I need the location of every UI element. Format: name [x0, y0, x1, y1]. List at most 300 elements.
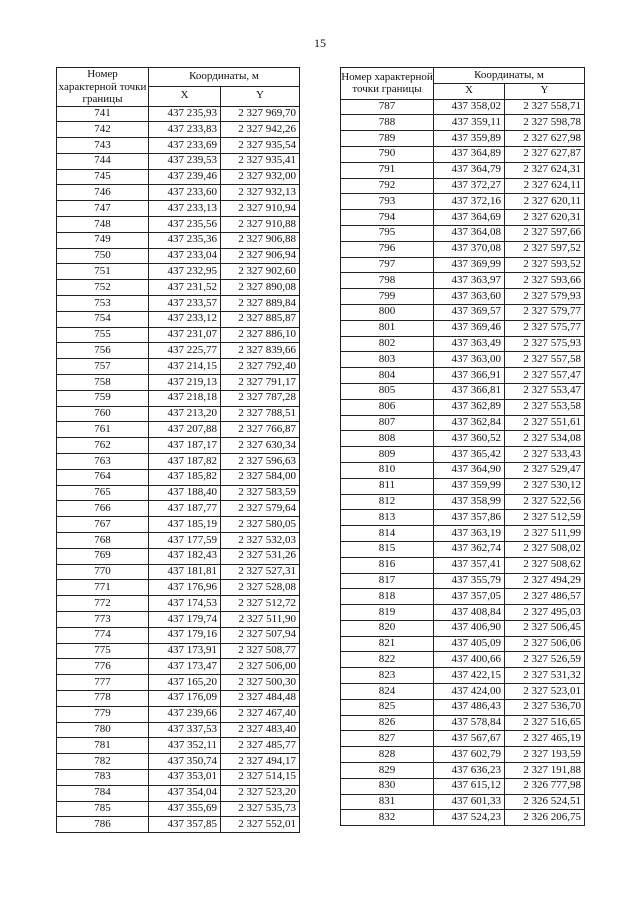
x-coordinate-cell: 437 359,11 [434, 115, 505, 131]
point-number-cell: 757 [57, 359, 149, 375]
y-coordinate-cell: 2 327 620,11 [505, 194, 585, 210]
point-number-cell: 779 [57, 706, 149, 722]
point-number-cell: 832 [341, 810, 434, 826]
point-number-cell: 792 [341, 178, 434, 194]
y-coordinate-cell: 2 327 889,84 [221, 296, 300, 312]
y-coordinate-cell: 2 327 533,43 [505, 447, 585, 463]
y-coordinate-cell: 2 327 557,47 [505, 368, 585, 384]
table-row [341, 778, 585, 794]
table-row [341, 115, 585, 131]
point-number-cell: 748 [57, 217, 149, 233]
table-row [341, 462, 585, 478]
point-number-cell: 830 [341, 778, 434, 794]
x-coordinate-cell: 437 362,84 [434, 415, 505, 431]
x-coordinate-cell: 437 408,84 [434, 605, 505, 621]
table-row [341, 399, 585, 415]
y-coordinate-cell: 2 327 575,93 [505, 336, 585, 352]
y-coordinate-cell: 2 327 512,59 [505, 510, 585, 526]
x-coordinate-cell: 437 185,19 [149, 517, 221, 533]
point-number-cell: 741 [57, 106, 149, 122]
y-coordinate-cell: 2 327 506,06 [505, 636, 585, 652]
y-coordinate-cell: 2 327 484,48 [221, 690, 300, 706]
point-number-cell: 822 [341, 652, 434, 668]
table-body [341, 99, 585, 826]
table-row [341, 178, 585, 194]
x-coordinate-cell: 437 219,13 [149, 375, 221, 391]
table-row [341, 146, 585, 162]
table-row [57, 296, 300, 312]
point-number-cell: 824 [341, 684, 434, 700]
x-coordinate-cell: 437 636,23 [434, 763, 505, 779]
point-number-cell: 814 [341, 526, 434, 542]
point-number-header: Номер характерной точки границы [57, 68, 149, 107]
table-row [57, 564, 300, 580]
point-number-cell: 756 [57, 343, 149, 359]
x-coordinate-cell: 437 615,12 [434, 778, 505, 794]
x-coordinate-cell: 437 486,43 [434, 699, 505, 715]
point-number-cell: 751 [57, 264, 149, 280]
table-row [341, 541, 585, 557]
point-number-cell: 798 [341, 273, 434, 289]
y-column-header: Y [221, 87, 300, 106]
point-number-cell: 781 [57, 738, 149, 754]
point-number-cell: 772 [57, 596, 149, 612]
table-row [341, 510, 585, 526]
y-coordinate-cell: 2 327 494,17 [221, 754, 300, 770]
x-coordinate-cell: 437 370,08 [434, 241, 505, 257]
x-coordinate-cell: 437 360,52 [434, 431, 505, 447]
x-coordinate-cell: 437 239,46 [149, 169, 221, 185]
y-coordinate-cell: 2 327 839,66 [221, 343, 300, 359]
point-number-cell: 813 [341, 510, 434, 526]
table-row [341, 605, 585, 621]
table-row [57, 375, 300, 391]
point-number-cell: 761 [57, 422, 149, 438]
y-coordinate-cell: 2 327 529,47 [505, 462, 585, 478]
y-coordinate-cell: 2 326 777,98 [505, 778, 585, 794]
x-coordinate-cell: 437 337,53 [149, 722, 221, 738]
point-number-cell: 766 [57, 501, 149, 517]
point-number-cell: 763 [57, 454, 149, 470]
x-coordinate-cell: 437 369,46 [434, 320, 505, 336]
y-coordinate-cell: 2 327 536,70 [505, 699, 585, 715]
x-coordinate-cell: 437 366,91 [434, 368, 505, 384]
table-row [341, 794, 585, 810]
table-row [341, 210, 585, 226]
y-coordinate-cell: 2 327 557,58 [505, 352, 585, 368]
table-row [57, 138, 300, 154]
y-coordinate-cell: 2 327 507,94 [221, 627, 300, 643]
point-number-cell: 765 [57, 485, 149, 501]
y-coordinate-cell: 2 327 467,40 [221, 706, 300, 722]
table-row [57, 280, 300, 296]
x-coordinate-cell: 437 424,00 [434, 684, 505, 700]
x-coordinate-cell: 437 187,77 [149, 501, 221, 517]
point-number-cell: 786 [57, 817, 149, 833]
table-row [57, 185, 300, 201]
table-row [57, 501, 300, 517]
x-coordinate-cell: 437 364,08 [434, 225, 505, 241]
x-coordinate-cell: 437 363,60 [434, 289, 505, 305]
table-row [341, 289, 585, 305]
x-coordinate-cell: 437 362,89 [434, 399, 505, 415]
y-coordinate-cell: 2 327 522,56 [505, 494, 585, 510]
table-row [57, 469, 300, 485]
point-number-cell: 802 [341, 336, 434, 352]
table-row [341, 699, 585, 715]
y-coordinate-cell: 2 327 534,08 [505, 431, 585, 447]
y-coordinate-cell: 2 327 528,08 [221, 580, 300, 596]
table-row [341, 589, 585, 605]
table-row [341, 763, 585, 779]
y-coordinate-cell: 2 327 514,15 [221, 769, 300, 785]
table-row [341, 447, 585, 463]
point-number-cell: 760 [57, 406, 149, 422]
y-coordinate-cell: 2 327 531,32 [505, 668, 585, 684]
table-row [57, 769, 300, 785]
point-number-cell: 768 [57, 533, 149, 549]
x-coordinate-cell: 437 232,95 [149, 264, 221, 280]
coordinates-table-left [56, 67, 300, 833]
point-number-cell: 764 [57, 469, 149, 485]
x-coordinate-cell: 437 567,67 [434, 731, 505, 747]
table-row [57, 612, 300, 628]
y-coordinate-cell: 2 327 624,11 [505, 178, 585, 194]
x-coordinate-cell: 437 357,86 [434, 510, 505, 526]
point-number-header: Номер характерной точки границы [341, 68, 434, 100]
point-number-cell: 752 [57, 280, 149, 296]
table-row [341, 336, 585, 352]
y-coordinate-cell: 2 327 584,00 [221, 469, 300, 485]
x-coordinate-cell: 437 359,99 [434, 478, 505, 494]
y-coordinate-cell: 2 327 932,13 [221, 185, 300, 201]
x-coordinate-cell: 437 354,04 [149, 785, 221, 801]
x-coordinate-cell: 437 218,18 [149, 390, 221, 406]
x-coordinate-cell: 437 364,89 [434, 146, 505, 162]
point-number-cell: 820 [341, 620, 434, 636]
point-number-cell: 754 [57, 311, 149, 327]
point-number-cell: 812 [341, 494, 434, 510]
point-number-cell: 808 [341, 431, 434, 447]
x-coordinate-cell: 437 363,97 [434, 273, 505, 289]
point-number-cell: 743 [57, 138, 149, 154]
y-coordinate-cell: 2 327 902,60 [221, 264, 300, 280]
x-coordinate-cell: 437 187,17 [149, 438, 221, 454]
point-number-cell: 745 [57, 169, 149, 185]
point-number-cell: 778 [57, 690, 149, 706]
x-coordinate-cell: 437 188,40 [149, 485, 221, 501]
table-row [57, 438, 300, 454]
table-row [341, 747, 585, 763]
point-number-cell: 817 [341, 573, 434, 589]
table-row [57, 738, 300, 754]
y-coordinate-cell: 2 327 508,77 [221, 643, 300, 659]
y-coordinate-cell: 2 327 935,41 [221, 153, 300, 169]
y-coordinate-cell: 2 327 551,61 [505, 415, 585, 431]
y-coordinate-cell: 2 326 524,51 [505, 794, 585, 810]
table-row [341, 620, 585, 636]
table-row [57, 580, 300, 596]
table-row [57, 311, 300, 327]
coordinates-table-right [340, 67, 585, 826]
point-number-cell: 749 [57, 232, 149, 248]
point-number-cell: 807 [341, 415, 434, 431]
x-coordinate-cell: 437 179,74 [149, 612, 221, 628]
point-number-cell: 777 [57, 675, 149, 691]
point-number-cell: 753 [57, 296, 149, 312]
point-number-cell: 759 [57, 390, 149, 406]
y-coordinate-cell: 2 327 792,40 [221, 359, 300, 375]
point-number-cell: 809 [341, 447, 434, 463]
y-coordinate-cell: 2 327 627,98 [505, 131, 585, 147]
table-row [57, 675, 300, 691]
x-coordinate-cell: 437 233,83 [149, 122, 221, 138]
y-coordinate-cell: 2 327 627,87 [505, 146, 585, 162]
x-coordinate-cell: 437 358,02 [434, 99, 505, 115]
x-coordinate-cell: 437 355,69 [149, 801, 221, 817]
point-number-cell: 776 [57, 659, 149, 675]
y-coordinate-cell: 2 327 593,52 [505, 257, 585, 273]
point-number-cell: 755 [57, 327, 149, 343]
point-number-cell: 744 [57, 153, 149, 169]
y-coordinate-cell: 2 327 506,00 [221, 659, 300, 675]
point-number-cell: 771 [57, 580, 149, 596]
table-row [57, 690, 300, 706]
x-coordinate-cell: 437 213,20 [149, 406, 221, 422]
coordinates-header: Координаты, м [434, 68, 585, 84]
point-number-cell: 810 [341, 462, 434, 478]
y-coordinate-cell: 2 327 597,66 [505, 225, 585, 241]
table-row [341, 478, 585, 494]
point-number-cell: 788 [341, 115, 434, 131]
point-number-cell: 750 [57, 248, 149, 264]
y-coordinate-cell: 2 327 942,26 [221, 122, 300, 138]
y-coordinate-cell: 2 327 508,62 [505, 557, 585, 573]
x-coordinate-cell: 437 233,60 [149, 185, 221, 201]
y-coordinate-cell: 2 326 206,75 [505, 810, 585, 826]
point-number-cell: 803 [341, 352, 434, 368]
table-row [57, 201, 300, 217]
table-row [57, 264, 300, 280]
point-number-cell: 791 [341, 162, 434, 178]
table-row [341, 99, 585, 115]
point-number-cell: 770 [57, 564, 149, 580]
x-coordinate-cell: 437 207,88 [149, 422, 221, 438]
y-coordinate-cell: 2 327 506,45 [505, 620, 585, 636]
table-row [57, 596, 300, 612]
y-coordinate-cell: 2 327 597,52 [505, 241, 585, 257]
point-number-cell: 825 [341, 699, 434, 715]
table-row [57, 485, 300, 501]
x-coordinate-cell: 437 524,23 [434, 810, 505, 826]
table-row [57, 153, 300, 169]
point-number-cell: 828 [341, 747, 434, 763]
x-coordinate-cell: 437 372,27 [434, 178, 505, 194]
point-number-cell: 769 [57, 548, 149, 564]
y-coordinate-cell: 2 327 620,31 [505, 210, 585, 226]
table-row [341, 731, 585, 747]
x-coordinate-cell: 437 352,11 [149, 738, 221, 754]
table-row [57, 817, 300, 833]
x-coordinate-cell: 437 182,43 [149, 548, 221, 564]
point-number-cell: 762 [57, 438, 149, 454]
point-number-cell: 821 [341, 636, 434, 652]
y-coordinate-cell: 2 327 583,59 [221, 485, 300, 501]
point-number-cell: 823 [341, 668, 434, 684]
y-coordinate-cell: 2 327 527,31 [221, 564, 300, 580]
y-coordinate-cell: 2 327 191,88 [505, 763, 585, 779]
table-row [57, 248, 300, 264]
table-row [341, 225, 585, 241]
y-coordinate-cell: 2 327 579,93 [505, 289, 585, 305]
table-row [341, 257, 585, 273]
y-coordinate-cell: 2 327 535,73 [221, 801, 300, 817]
y-coordinate-cell: 2 327 910,94 [221, 201, 300, 217]
table-row [341, 368, 585, 384]
point-number-cell: 767 [57, 517, 149, 533]
y-coordinate-cell: 2 327 596,63 [221, 454, 300, 470]
point-number-cell: 796 [341, 241, 434, 257]
table-row [341, 131, 585, 147]
x-coordinate-cell: 437 405,09 [434, 636, 505, 652]
table-row [57, 169, 300, 185]
x-coordinate-cell: 437 239,53 [149, 153, 221, 169]
table-row [341, 573, 585, 589]
table-row [57, 548, 300, 564]
table-row [341, 352, 585, 368]
y-coordinate-cell: 2 327 910,88 [221, 217, 300, 233]
x-coordinate-cell: 437 233,13 [149, 201, 221, 217]
point-number-cell: 818 [341, 589, 434, 605]
x-coordinate-cell: 437 353,01 [149, 769, 221, 785]
x-coordinate-cell: 437 578,84 [434, 715, 505, 731]
table-row [57, 533, 300, 549]
x-coordinate-cell: 437 362,74 [434, 541, 505, 557]
point-number-cell: 789 [341, 131, 434, 147]
table-row [341, 668, 585, 684]
y-coordinate-cell: 2 327 512,72 [221, 596, 300, 612]
table-body [57, 106, 300, 833]
x-coordinate-cell: 437 366,81 [434, 383, 505, 399]
table-row [57, 406, 300, 422]
x-coordinate-cell: 437 187,82 [149, 454, 221, 470]
table-row [57, 801, 300, 817]
y-coordinate-cell: 2 327 579,64 [221, 501, 300, 517]
table-row [57, 722, 300, 738]
y-coordinate-cell: 2 327 890,08 [221, 280, 300, 296]
y-coordinate-cell: 2 327 553,58 [505, 399, 585, 415]
x-coordinate-cell: 437 601,33 [434, 794, 505, 810]
x-coordinate-cell: 437 400,66 [434, 652, 505, 668]
table-row [57, 390, 300, 406]
x-coordinate-cell: 437 372,16 [434, 194, 505, 210]
table-row [57, 359, 300, 375]
x-coordinate-cell: 437 233,69 [149, 138, 221, 154]
table-row [341, 636, 585, 652]
y-coordinate-cell: 2 327 580,05 [221, 517, 300, 533]
table-row [57, 785, 300, 801]
y-coordinate-cell: 2 327 511,90 [221, 612, 300, 628]
y-coordinate-cell: 2 327 575,77 [505, 320, 585, 336]
y-coordinate-cell: 2 327 532,03 [221, 533, 300, 549]
point-number-cell: 826 [341, 715, 434, 731]
y-coordinate-cell: 2 327 969,70 [221, 106, 300, 122]
page-number: 15 [314, 36, 326, 50]
y-coordinate-cell: 2 327 885,87 [221, 311, 300, 327]
point-number-cell: 816 [341, 557, 434, 573]
table-row [57, 106, 300, 122]
x-column-header: X [149, 87, 221, 106]
x-coordinate-cell: 437 358,99 [434, 494, 505, 510]
y-coordinate-cell: 2 327 932,00 [221, 169, 300, 185]
point-number-cell: 793 [341, 194, 434, 210]
point-number-cell: 794 [341, 210, 434, 226]
table-row [341, 273, 585, 289]
x-coordinate-cell: 437 357,05 [434, 589, 505, 605]
y-coordinate-cell: 2 327 530,12 [505, 478, 585, 494]
y-coordinate-cell: 2 327 553,47 [505, 383, 585, 399]
y-coordinate-cell: 2 327 766,87 [221, 422, 300, 438]
point-number-cell: 819 [341, 605, 434, 621]
x-coordinate-cell: 437 369,99 [434, 257, 505, 273]
y-coordinate-cell: 2 327 787,28 [221, 390, 300, 406]
table-row [341, 810, 585, 826]
table-row [341, 194, 585, 210]
x-coordinate-cell: 437 235,36 [149, 232, 221, 248]
x-coordinate-cell: 437 239,66 [149, 706, 221, 722]
y-coordinate-cell: 2 327 788,51 [221, 406, 300, 422]
y-coordinate-cell: 2 327 531,26 [221, 548, 300, 564]
table-row [341, 415, 585, 431]
point-number-cell: 742 [57, 122, 149, 138]
x-coordinate-cell: 437 181,81 [149, 564, 221, 580]
x-coordinate-cell: 437 355,79 [434, 573, 505, 589]
x-coordinate-cell: 437 363,49 [434, 336, 505, 352]
x-coordinate-cell: 437 235,56 [149, 217, 221, 233]
y-column-header: Y [505, 83, 585, 99]
point-number-cell: 805 [341, 383, 434, 399]
point-number-cell: 797 [341, 257, 434, 273]
y-coordinate-cell: 2 327 486,57 [505, 589, 585, 605]
y-coordinate-cell: 2 327 485,77 [221, 738, 300, 754]
point-number-cell: 799 [341, 289, 434, 305]
point-number-cell: 795 [341, 225, 434, 241]
point-number-cell: 746 [57, 185, 149, 201]
x-coordinate-cell: 437 233,04 [149, 248, 221, 264]
point-number-cell: 787 [341, 99, 434, 115]
table-row [341, 304, 585, 320]
y-coordinate-cell: 2 327 906,94 [221, 248, 300, 264]
x-coordinate-cell: 437 422,15 [434, 668, 505, 684]
x-coordinate-cell: 437 225,77 [149, 343, 221, 359]
point-number-cell: 747 [57, 201, 149, 217]
point-number-cell: 782 [57, 754, 149, 770]
x-coordinate-cell: 437 363,00 [434, 352, 505, 368]
y-coordinate-cell: 2 327 511,99 [505, 526, 585, 542]
y-coordinate-cell: 2 327 935,54 [221, 138, 300, 154]
table-row [341, 241, 585, 257]
y-coordinate-cell: 2 327 494,29 [505, 573, 585, 589]
y-coordinate-cell: 2 327 552,01 [221, 817, 300, 833]
point-number-cell: 785 [57, 801, 149, 817]
y-coordinate-cell: 2 327 465,19 [505, 731, 585, 747]
point-number-cell: 775 [57, 643, 149, 659]
y-coordinate-cell: 2 327 906,88 [221, 232, 300, 248]
point-number-cell: 790 [341, 146, 434, 162]
x-coordinate-cell: 437 235,93 [149, 106, 221, 122]
x-coordinate-cell: 437 363,19 [434, 526, 505, 542]
y-coordinate-cell: 2 327 526,59 [505, 652, 585, 668]
